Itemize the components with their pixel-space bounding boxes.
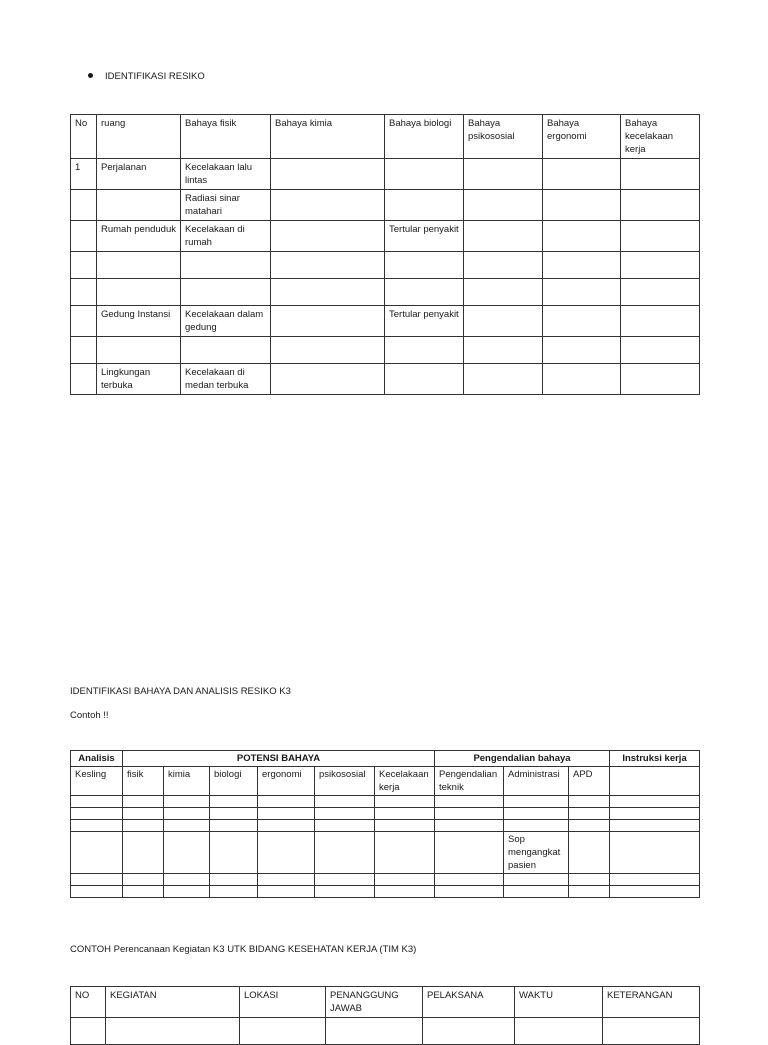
- table-cell: [123, 832, 164, 874]
- table-cell: [210, 874, 258, 886]
- sub-header-cell: fisik: [123, 767, 164, 796]
- table-cell: [435, 796, 504, 808]
- k3-planning-table: [70, 986, 700, 1045]
- table-cell: [375, 796, 435, 808]
- col-header-bahaya-ergonomi: Bahaya ergonomi: [543, 115, 621, 159]
- table-cell: [543, 279, 621, 306]
- table-cell: [123, 808, 164, 820]
- table-cell: [240, 1018, 326, 1045]
- sub-header-cell: kimia: [164, 767, 210, 796]
- table-row: [71, 252, 700, 279]
- table-cell: [621, 364, 700, 395]
- table-cell: Tertular penyakit: [385, 221, 464, 252]
- col-header-kegiatan: KEGIATAN: [106, 987, 240, 1018]
- table-cell: [375, 886, 435, 898]
- table-cell: [385, 337, 464, 364]
- table-row: [71, 808, 700, 820]
- hazard-analysis-table: [70, 750, 700, 898]
- group-header-instruksi: Instruksi kerja: [610, 751, 700, 767]
- section2-subheading: Contoh !!: [70, 710, 109, 721]
- table-cell: [164, 886, 210, 898]
- table-cell: [621, 306, 700, 337]
- table-cell: [71, 279, 97, 306]
- table-header-row: [71, 115, 700, 159]
- table-cell: [569, 874, 610, 886]
- table-cell: 1: [71, 159, 97, 190]
- table-row: [71, 364, 700, 395]
- table-cell: Kecelakaan lalu lintas: [181, 159, 271, 190]
- table-cell: [515, 1018, 603, 1045]
- table-cell: Kecelakaan di rumah: [181, 221, 271, 252]
- table-cell: [164, 820, 210, 832]
- table-cell: [71, 221, 97, 252]
- table-cell: [435, 808, 504, 820]
- table-cell: Tertular penyakit: [385, 306, 464, 337]
- table-cell: [181, 337, 271, 364]
- table-header-row: [71, 987, 700, 1018]
- col-header-bahaya-kecelakaan: Bahaya kecelakaan kerja: [621, 115, 700, 159]
- col-header-penanggung-jawab: PENANGGUNG JAWAB: [326, 987, 423, 1018]
- section2-heading: IDENTIFIKASI BAHAYA DAN ANALISIS RESIKO K3: [70, 686, 291, 697]
- table-cell: [464, 279, 543, 306]
- section1-heading: IDENTIFIKASI RESIKO: [105, 71, 205, 82]
- table-cell: [271, 337, 385, 364]
- table-cell: [621, 159, 700, 190]
- table-cell: [543, 306, 621, 337]
- table-cell: [375, 832, 435, 874]
- table-cell: [435, 832, 504, 874]
- table-cell: [71, 306, 97, 337]
- table-cell: [258, 832, 315, 874]
- table-cell: [71, 1018, 106, 1045]
- table-cell: [543, 364, 621, 395]
- table-cell: [504, 808, 569, 820]
- table-cell: [71, 364, 97, 395]
- table-row: [71, 279, 700, 306]
- sub-header-cell: psikososial: [315, 767, 375, 796]
- table-cell: [123, 820, 164, 832]
- group-header-row: [71, 751, 700, 767]
- table-cell: [71, 820, 123, 832]
- table-cell: [271, 221, 385, 252]
- table-cell: [621, 221, 700, 252]
- col-header-bahaya-psikososial: Bahaya psikososial: [464, 115, 543, 159]
- table-cell: [123, 886, 164, 898]
- table-cell: [435, 874, 504, 886]
- table-cell: [569, 886, 610, 898]
- table-cell: Kecelakaan di medan terbuka: [181, 364, 271, 395]
- table-row: [71, 221, 700, 252]
- table-cell: [71, 832, 123, 874]
- table-cell: [569, 808, 610, 820]
- table-cell: [621, 190, 700, 221]
- table-cell: [543, 252, 621, 279]
- table-cell: [258, 886, 315, 898]
- table-cell: [435, 886, 504, 898]
- table-cell: [210, 832, 258, 874]
- group-header-analisis: Analisis: [71, 751, 123, 767]
- table-cell: [210, 820, 258, 832]
- table-cell: [543, 221, 621, 252]
- sub-header-cell: Kecelakaan kerja: [375, 767, 435, 796]
- table-cell: [603, 1018, 700, 1045]
- table-cell: [543, 190, 621, 221]
- table-cell: [385, 252, 464, 279]
- table-row: [71, 886, 700, 898]
- col-header-bahaya-fisik: Bahaya fisik: [181, 115, 271, 159]
- table-row: [71, 820, 700, 832]
- table-cell: [164, 832, 210, 874]
- table-cell: [71, 874, 123, 886]
- table-cell: [71, 808, 123, 820]
- table-cell: [621, 279, 700, 306]
- table-row: [71, 159, 700, 190]
- table-cell: [97, 252, 181, 279]
- table-cell: [326, 1018, 423, 1045]
- sub-header-cell: ergonomi: [258, 767, 315, 796]
- table-cell: [464, 337, 543, 364]
- col-header-keterangan: KETERANGAN: [603, 987, 700, 1018]
- table-cell: [504, 796, 569, 808]
- table-cell: [610, 796, 700, 808]
- table-cell: [543, 159, 621, 190]
- table-cell: [315, 832, 375, 874]
- table-cell: [271, 252, 385, 279]
- table-cell: [71, 252, 97, 279]
- risk-identification-table: [70, 114, 700, 395]
- table-cell: [621, 337, 700, 364]
- table-row: [71, 190, 700, 221]
- table-cell: [71, 190, 97, 221]
- table-cell: [123, 874, 164, 886]
- sub-header-row: [71, 767, 700, 796]
- table-cell: [106, 1018, 240, 1045]
- table-cell: [258, 796, 315, 808]
- table-cell: [375, 820, 435, 832]
- sub-header-cell: APD: [569, 767, 610, 796]
- table-cell: [610, 886, 700, 898]
- table-cell: Rumah penduduk: [97, 221, 181, 252]
- col-header-pelaksana: PELAKSANA: [423, 987, 515, 1018]
- table-cell: [258, 820, 315, 832]
- table-cell: [164, 808, 210, 820]
- sub-header-cell: biologi: [210, 767, 258, 796]
- table-cell: [97, 337, 181, 364]
- table-cell: [71, 796, 123, 808]
- table-cell: [610, 874, 700, 886]
- table-cell: [435, 820, 504, 832]
- table-cell: [610, 832, 700, 874]
- table-cell: [315, 796, 375, 808]
- sub-header-cell: Kesling: [71, 767, 123, 796]
- col-header-lokasi: LOKASI: [240, 987, 326, 1018]
- table-cell: Gedung Instansi: [97, 306, 181, 337]
- table-cell: [464, 190, 543, 221]
- table-cell: [71, 886, 123, 898]
- table-cell: [123, 796, 164, 808]
- col-header-ruang: ruang: [97, 115, 181, 159]
- table-cell: [271, 159, 385, 190]
- table-cell: [97, 279, 181, 306]
- col-header-waktu: WAKTU: [515, 987, 603, 1018]
- table-row: [71, 306, 700, 337]
- table-cell: [385, 364, 464, 395]
- table-cell: [210, 808, 258, 820]
- group-header-potensi-bahaya: POTENSI BAHAYA: [123, 751, 435, 767]
- table-cell: [315, 874, 375, 886]
- table-cell: [181, 252, 271, 279]
- table-row: [71, 874, 700, 886]
- table-cell: Radiasi sinar matahari: [181, 190, 271, 221]
- table-row: [71, 1018, 700, 1045]
- table-cell: [210, 796, 258, 808]
- col-header-bahaya-biologi: Bahaya biologi: [385, 115, 464, 159]
- table-cell: [504, 886, 569, 898]
- table-cell: [97, 190, 181, 221]
- table-cell: [464, 306, 543, 337]
- table-cell: [71, 337, 97, 364]
- table-cell: [385, 159, 464, 190]
- table-cell: [464, 364, 543, 395]
- table-cell: [375, 808, 435, 820]
- table-cell: [385, 190, 464, 221]
- table-cell: [385, 279, 464, 306]
- table-cell: [569, 820, 610, 832]
- table-cell: [504, 874, 569, 886]
- sub-header-cell: Administrasi: [504, 767, 569, 796]
- bullet-icon: [88, 73, 93, 78]
- table-cell: [464, 159, 543, 190]
- table-cell: Lingkungan terbuka: [97, 364, 181, 395]
- table-cell: [164, 874, 210, 886]
- table-cell: Kecelakaan dalam gedung: [181, 306, 271, 337]
- table-row: [71, 796, 700, 808]
- table-cell: [315, 886, 375, 898]
- table-cell: [258, 808, 315, 820]
- col-header-no: No: [71, 115, 97, 159]
- table-cell: [423, 1018, 515, 1045]
- table-cell: [315, 820, 375, 832]
- table-cell: [375, 874, 435, 886]
- table-cell: [315, 808, 375, 820]
- table-cell: [210, 886, 258, 898]
- section3-heading: CONTOH Perencanaan Kegiatan K3 UTK BIDANG KESEHATAN KERJA (TIM K3): [70, 944, 417, 955]
- table-cell: [271, 306, 385, 337]
- table-row: [71, 832, 700, 874]
- col-header-no: NO: [71, 987, 106, 1018]
- table-row: [71, 337, 700, 364]
- table-cell: [543, 337, 621, 364]
- table-cell: [271, 190, 385, 221]
- group-header-pengendalian: Pengendalian bahaya: [435, 751, 610, 767]
- table-cell: [164, 796, 210, 808]
- table-cell: [181, 279, 271, 306]
- table-cell: [258, 874, 315, 886]
- table-cell: [610, 820, 700, 832]
- table-cell: [621, 252, 700, 279]
- sub-header-cell: [610, 767, 700, 796]
- table-cell: [464, 252, 543, 279]
- table-cell: Sop mengangkat pasien: [504, 832, 569, 874]
- table-cell: [504, 820, 569, 832]
- col-header-bahaya-kimia: Bahaya kimia: [271, 115, 385, 159]
- table-cell: Perjalanan: [97, 159, 181, 190]
- table-cell: [464, 221, 543, 252]
- table-cell: [569, 796, 610, 808]
- sub-header-cell: Pengendalian teknik: [435, 767, 504, 796]
- table-cell: [569, 832, 610, 874]
- table-cell: [271, 279, 385, 306]
- table-cell: [271, 364, 385, 395]
- table-cell: [610, 808, 700, 820]
